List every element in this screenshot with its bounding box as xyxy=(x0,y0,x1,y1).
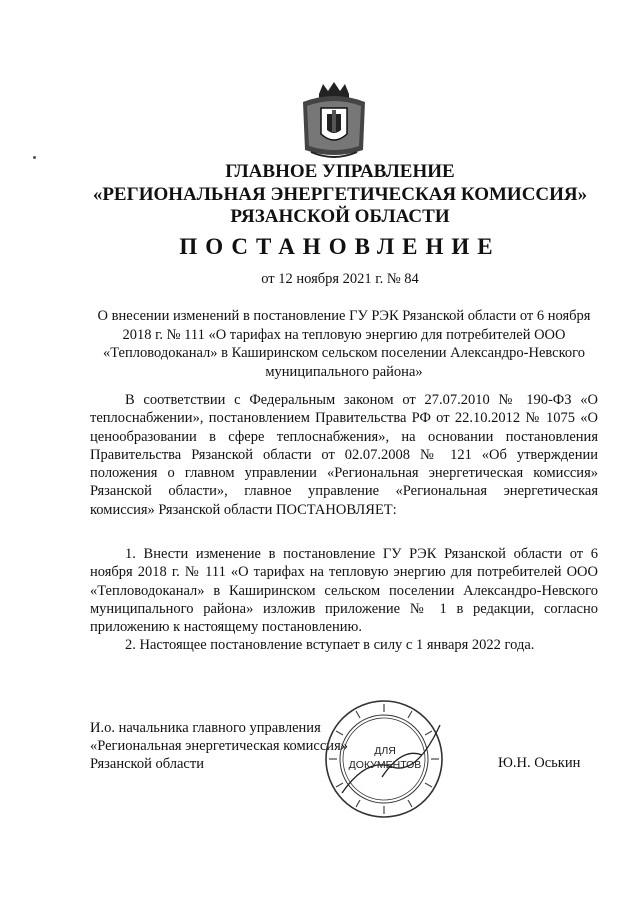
signatory-position-line1: И.о. начальника главного управления xyxy=(90,720,321,736)
coat-of-arms-icon xyxy=(297,80,371,162)
org-name-line1: ГЛАВНОЕ УПРАВЛЕНИЕ xyxy=(225,161,455,182)
org-name-line2: «РЕГИОНАЛЬНАЯ ЭНЕРГЕТИЧЕСКАЯ КОМИССИЯ» xyxy=(92,184,588,205)
signatory-name: Ю.Н. Оськин xyxy=(498,755,581,771)
resolution-item-2: 2. Настоящее постановление вступает в силу с 1 января 2022 года. xyxy=(125,637,535,653)
signatory-position-line2: «Региональная энергетическая комиссия» xyxy=(90,738,348,754)
resolution-item-1: 1. Внести изменение в постановление ГУ РЭК Рязанской области от 6 ноября 2018 г. № 111 «О тарифах на тепловую энергию для потребителей ООО «Тепловодоканал» в Каширинском сельском поселении Александро-Невского муниципального района» изложив приложение № 1 в редакции, согласно приложению к настоящему постановлению. xyxy=(90,546,598,636)
scan-speck xyxy=(33,156,36,159)
document-date-number: от 12 ноября 2021 г. № 84 xyxy=(261,271,419,287)
signatory-position-line3: Рязанской области xyxy=(90,756,204,772)
org-name-line3: РЯЗАНСКОЙ ОБЛАСТИ xyxy=(230,206,450,227)
stamp-label xyxy=(343,744,427,772)
document-type-title: ПОСТАНОВЛЕНИЕ xyxy=(179,234,501,259)
document-subject: О внесении изменений в постановление ГУ РЭК Рязанской области от 6 ноября 2018 г. № 111 «О тарифах на тепловую энергию для потребителей ООО «Тепловодоканал» в Каширинском сельском поселении Александро-Невского муниципального района» xyxy=(97,308,591,380)
stamp-label-line1: ДЛЯ xyxy=(374,745,396,757)
stamp-label-line2: ДОКУМЕНТОВ xyxy=(348,759,422,771)
legal-basis-paragraph: В соответствии с Федеральным законом от 27.07.2010 № 190-ФЗ «О теплоснабжении», постановлением Правительства РФ от 22.10.2012 № 1075 «О ценообразовании в сфере теплоснабжения», на основании постановления Правительства Рязанской области от 02.07.2008 № 121 «Об утверждении положения о главном управлении «Региональная энергетическая комиссия» Рязанской области», главное управление «Региональная энергетическая комиссия» Рязанской области ПОСТАНОВЛЯЕТ: xyxy=(90,392,598,518)
